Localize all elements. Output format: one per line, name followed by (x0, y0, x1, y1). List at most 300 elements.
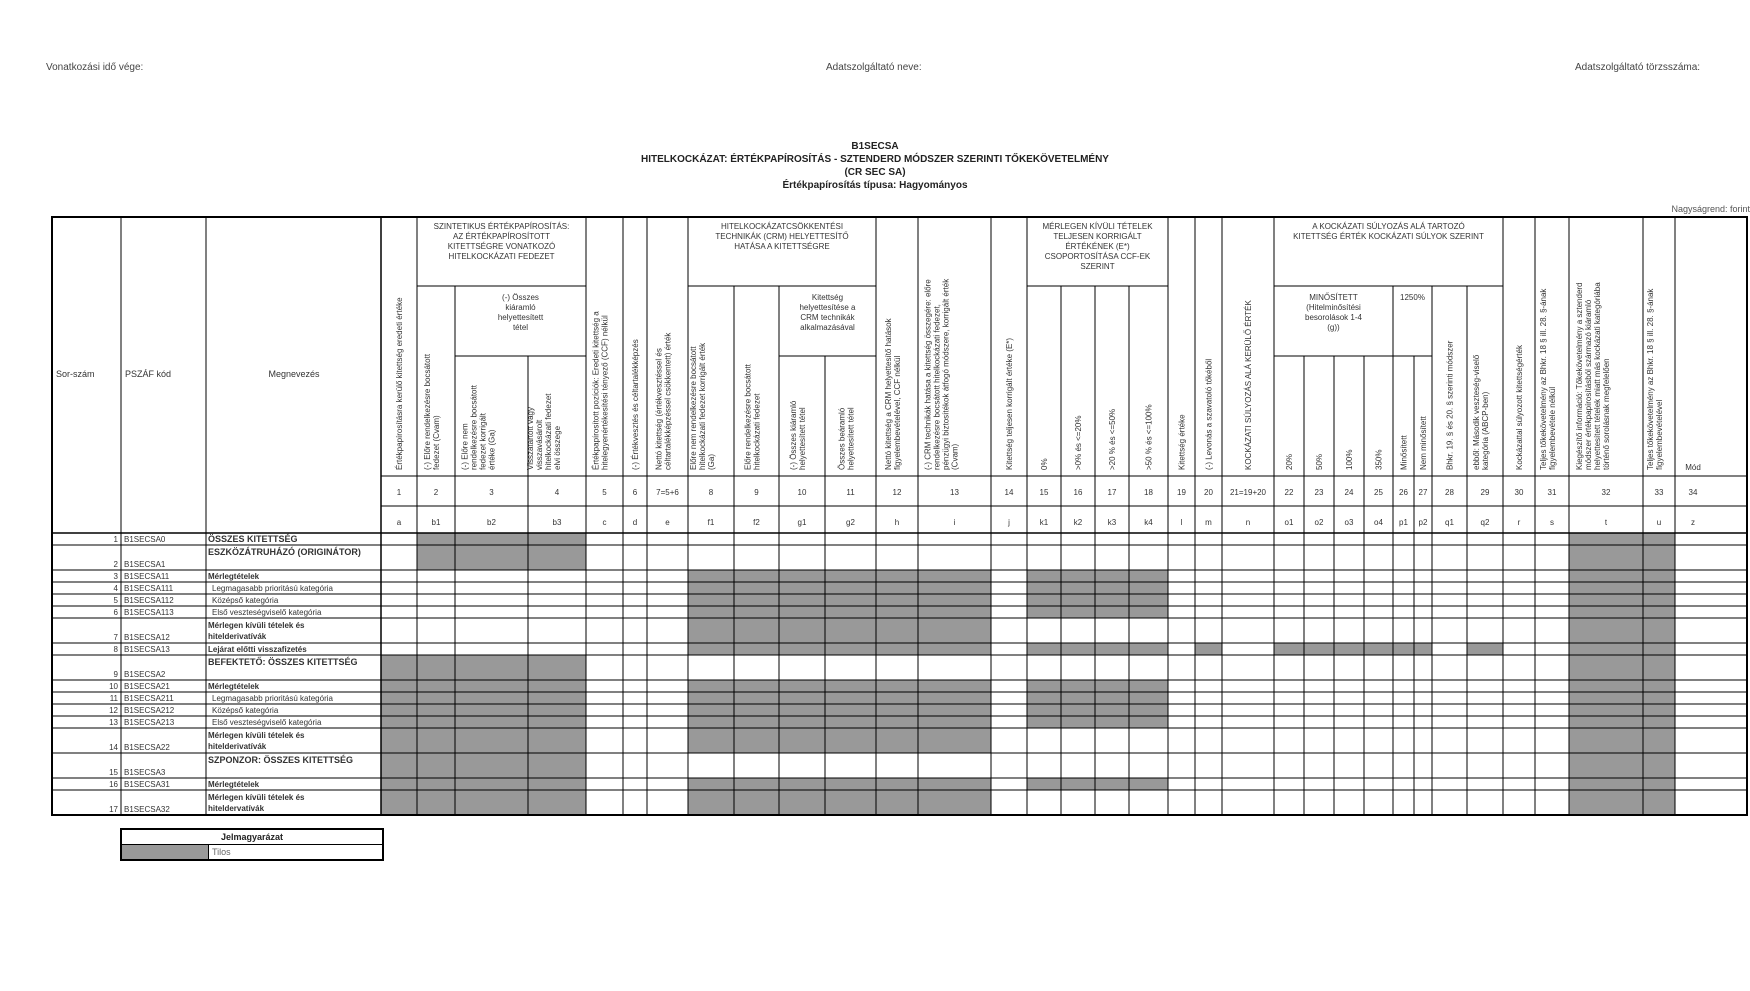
forbidden-cell (528, 716, 586, 728)
forbidden-cell (1027, 692, 1061, 704)
forbidden-cell (1095, 594, 1129, 606)
forbidden-cell (455, 753, 528, 778)
forbidden-cell (1643, 716, 1675, 728)
header-col-19: (-) Levonás a szavatoló tőkéből (1204, 358, 1214, 470)
col-letter: f1 (707, 518, 715, 527)
header-col-7: Előre nem rendelkezésre bocsátotthitelkockázati fedezet korrigált érték(Ga) (689, 342, 716, 470)
header-col-28: ebből: Második veszteség-viselőkategória (ABCP-ben) (1472, 354, 1490, 470)
period-end-label: Vonatkozási idő vége: (46, 62, 144, 73)
forbidden-cell (455, 545, 528, 570)
forbidden-cell (779, 570, 825, 582)
forbidden-cell (876, 790, 918, 815)
col-letter: q1 (1445, 518, 1454, 527)
header-col-13: Kitettség teljesen korrigált értéke (E*) (1005, 337, 1014, 470)
forbidden-cell (1304, 643, 1334, 655)
forbidden-cell (1643, 778, 1675, 790)
col-letter: r (1517, 518, 1521, 527)
header-pszaf-code: PSZÁF kód (125, 369, 172, 379)
row-code: B1SECSA11 (124, 572, 170, 581)
forbidden-cell (688, 692, 734, 704)
row-name: Mérlegen kívüli tételek és (208, 731, 305, 740)
forbidden-cell (455, 728, 528, 753)
forbidden-cell (381, 655, 417, 680)
forbidden-cell (455, 692, 528, 704)
report-code: B1SECSA (851, 141, 899, 152)
forbidden-cell (779, 716, 825, 728)
forbidden-cell (1364, 643, 1393, 655)
row-number: 10 (109, 682, 118, 691)
col-letter: u (1656, 518, 1662, 527)
row-number: 3 (113, 572, 118, 581)
forbidden-cell (825, 680, 876, 692)
row-code: B1SECSA3 (124, 768, 166, 777)
forbidden-cell (528, 778, 586, 790)
col-number: 1 (396, 488, 402, 497)
col-number: 11 (846, 488, 855, 497)
forbidden-cell (734, 594, 779, 606)
forbidden-cell (417, 655, 455, 680)
forbidden-cell (876, 570, 918, 582)
forbidden-cell (1569, 606, 1643, 618)
col-number: 4 (554, 488, 560, 497)
row-number: 17 (109, 805, 118, 814)
forbidden-cell (779, 728, 825, 753)
forbidden-cell (528, 692, 586, 704)
col-letter: b2 (487, 518, 496, 527)
row-number: 5 (113, 596, 118, 605)
forbidden-cell (825, 790, 876, 815)
forbidden-cell (1569, 618, 1643, 643)
forbidden-cell (1274, 643, 1304, 655)
row-code: B1SECSA113 (124, 608, 174, 617)
row-name: Lejárat előtti visszafizetés (208, 645, 307, 654)
row-number: 7 (113, 633, 118, 642)
forbidden-cell (918, 582, 991, 594)
forbidden-cell (417, 680, 455, 692)
forbidden-cell (1643, 753, 1675, 778)
col-number: 32 (1601, 488, 1611, 497)
forbidden-cell (381, 790, 417, 815)
header-col-29: Kockázattal súlyozott kitettségérték (1515, 345, 1524, 470)
col-number: 7=5+6 (656, 488, 679, 497)
header-col-1: (-) Előre rendelkezésre bocsátottfedezet (Cvam) (423, 353, 441, 470)
forbidden-cell (876, 778, 918, 790)
provider-name-label: Adatszolgáltató neve: (826, 62, 922, 73)
forbidden-cell (876, 582, 918, 594)
header-col-8: Előre rendelkezésre bocsátotthitelkockázati fedezet (743, 364, 762, 470)
col-number: 34 (1688, 488, 1698, 497)
forbidden-cell (825, 704, 876, 716)
forbidden-cell (1643, 790, 1675, 815)
forbidden-cell (1129, 704, 1168, 716)
col-number: 30 (1514, 488, 1524, 497)
row-name: Legmagasabb prioritású kategória (212, 694, 333, 703)
forbidden-cell (455, 655, 528, 680)
forbidden-cell (1027, 582, 1061, 594)
col-number: 25 (1374, 488, 1383, 497)
forbidden-cell (918, 790, 991, 815)
col-letter: s (1550, 518, 1554, 527)
col-number: 9 (754, 488, 759, 497)
forbidden-cell (381, 704, 417, 716)
header-subgroup-3: 1250% (1400, 293, 1425, 302)
row-code: B1SECSA21 (124, 682, 170, 691)
forbidden-cell (734, 728, 779, 753)
row-number: 8 (113, 645, 118, 654)
col-letter: o3 (1344, 518, 1354, 527)
row-name: ÖSSZES KITETTSÉG (208, 534, 298, 544)
row-code: B1SECSA212 (124, 706, 175, 715)
header-col-26: Nem minősített (1419, 416, 1428, 470)
col-number: 3 (489, 488, 494, 497)
forbidden-cell (1569, 643, 1643, 655)
col-number: 6 (632, 488, 638, 497)
header-col-10: Összes beáramlóhelyettesített tétel (837, 407, 856, 470)
col-number: 21=19+20 (1229, 488, 1267, 497)
header-col-14: 0% (1040, 458, 1049, 470)
forbidden-cell (1643, 704, 1675, 716)
forbidden-cell (825, 582, 876, 594)
forbidden-cell (825, 594, 876, 606)
forbidden-cell (1061, 680, 1095, 692)
forbidden-cell (1195, 643, 1222, 655)
forbidden-cell (1643, 582, 1675, 594)
row-code: B1SECSA1 (124, 560, 166, 569)
forbidden-cell (734, 692, 779, 704)
header-col-17: >50 % és <=100% (1144, 404, 1154, 470)
forbidden-cell (1061, 582, 1095, 594)
legend-swatch (122, 845, 209, 859)
row-name: hiteldervatívák (208, 804, 265, 813)
forbidden-cell (688, 716, 734, 728)
forbidden-cell (1643, 680, 1675, 692)
col-letter: k2 (1073, 518, 1083, 527)
forbidden-cell (825, 778, 876, 790)
forbidden-cell (688, 704, 734, 716)
col-number: 31 (1547, 488, 1557, 497)
forbidden-cell (1643, 692, 1675, 704)
forbidden-cell (918, 692, 991, 704)
forbidden-cell (455, 680, 528, 692)
forbidden-cell (688, 594, 734, 606)
col-letter: p1 (1399, 518, 1408, 527)
forbidden-cell (1095, 570, 1129, 582)
forbidden-cell (1569, 680, 1643, 692)
forbidden-cell (1129, 643, 1168, 655)
forbidden-cell (918, 594, 991, 606)
row-number: 16 (109, 780, 118, 789)
row-name: Első veszteségviselő kategória (212, 718, 322, 727)
forbidden-cell (1095, 606, 1129, 618)
header-col-0: Értékpapírosításra kerülő kitettség eredeti értéke (395, 297, 404, 470)
col-letter: g1 (797, 518, 807, 527)
forbidden-cell (528, 680, 586, 692)
row-name: Középső kategória (212, 706, 279, 715)
row-code: B1SECSA32 (124, 805, 170, 814)
header-subgroup-2: MINŐSÍTETT (Hitelminősítési besorolások 1-4 (g)) (1305, 293, 1362, 332)
forbidden-cell (1061, 692, 1095, 704)
forbidden-cell (1061, 643, 1095, 655)
col-number: 15 (1039, 488, 1049, 497)
forbidden-cell (918, 680, 991, 692)
forbidden-cell (918, 618, 991, 643)
forbidden-cell (688, 618, 734, 643)
forbidden-cell (1129, 570, 1168, 582)
forbidden-cell (688, 790, 734, 815)
row-name: Középső kategória (212, 596, 279, 605)
forbidden-cell (1643, 728, 1675, 753)
row-code: B1SECSA2 (124, 670, 166, 679)
col-letter: n (1245, 518, 1251, 527)
row-name: Legmagasabb prioritású kategória (212, 584, 333, 593)
forbidden-cell (1569, 778, 1643, 790)
forbidden-cell (528, 704, 586, 716)
forbidden-cell (779, 582, 825, 594)
forbidden-cell (876, 728, 918, 753)
col-number: 26 (1399, 488, 1408, 497)
col-letter: k3 (1107, 518, 1117, 527)
forbidden-cell (1569, 716, 1643, 728)
forbidden-cell (1027, 680, 1061, 692)
forbidden-cell (1061, 606, 1095, 618)
col-number: 29 (1480, 488, 1490, 497)
forbidden-cell (779, 594, 825, 606)
row-number: 13 (109, 718, 118, 727)
forbidden-cell (688, 606, 734, 618)
legend-row-forbidden (122, 845, 382, 859)
row-number: 15 (109, 768, 118, 777)
forbidden-cell (417, 533, 455, 545)
forbidden-cell (1129, 778, 1168, 790)
forbidden-cell (1129, 594, 1168, 606)
col-letter: q2 (1480, 518, 1490, 527)
row-number: 9 (113, 670, 118, 679)
col-letter: m (1205, 518, 1212, 527)
forbidden-cell (1027, 778, 1061, 790)
col-letter: z (1691, 518, 1695, 527)
forbidden-cell (1061, 594, 1095, 606)
col-number: 23 (1314, 488, 1324, 497)
forbidden-cell (381, 680, 417, 692)
row-number: 1 (113, 535, 118, 544)
forbidden-cell (455, 778, 528, 790)
col-number: 16 (1073, 488, 1083, 497)
forbidden-cell (1643, 618, 1675, 643)
forbidden-cell (1061, 716, 1095, 728)
header-col-4: Értékpapírosított pozíciók: Eredeti kitettség ahitelegyenértékesítési tényező (CCF) nélkül (591, 311, 610, 470)
forbidden-cell (876, 618, 918, 643)
forbidden-cell (1643, 570, 1675, 582)
forbidden-cell (1095, 680, 1129, 692)
col-letter: k1 (1039, 518, 1049, 527)
header-col-21: 20% (1285, 453, 1294, 470)
col-letter: p2 (1418, 518, 1428, 527)
forbidden-cell (688, 680, 734, 692)
forbidden-cell (876, 716, 918, 728)
forbidden-cell (825, 606, 876, 618)
forbidden-cell (688, 778, 734, 790)
forbidden-cell (688, 570, 734, 582)
forbidden-cell (688, 643, 734, 655)
header-col-32: Teljes tőkekövetelmény az Bhkr. 18 § ill. 28. §-ánakfigyelembevételével (1646, 288, 1664, 470)
col-letter: k4 (1144, 518, 1153, 527)
col-number: 18 (1144, 488, 1153, 497)
forbidden-cell (381, 778, 417, 790)
forbidden-cell (528, 728, 586, 753)
header-row-no: Sor-szám (56, 369, 95, 379)
forbidden-cell (876, 680, 918, 692)
forbidden-cell (779, 692, 825, 704)
forbidden-cell (381, 716, 417, 728)
forbidden-cell (1095, 643, 1129, 655)
col-number: 33 (1654, 488, 1664, 497)
forbidden-cell (734, 790, 779, 815)
header-col-5: (-) Értékvesztés és céltartalékképzés (631, 339, 640, 470)
col-number: 2 (433, 488, 439, 497)
header-col-24: 350% (1374, 449, 1384, 470)
row-name: hitelderivatívák (208, 742, 267, 751)
legend (120, 828, 384, 861)
row-name: Első veszteségviselő kategória (212, 608, 322, 617)
forbidden-cell (1095, 716, 1129, 728)
col-letter: i (953, 518, 956, 527)
forbidden-cell (1095, 692, 1129, 704)
col-letter: o4 (1374, 518, 1383, 527)
col-letter: f2 (753, 518, 760, 527)
row-name: Mérlegen kívüli tételek és (208, 793, 305, 802)
forbidden-cell (1569, 545, 1643, 570)
header-col-25: Minősített (1399, 435, 1409, 470)
row-number: 6 (113, 608, 118, 617)
forbidden-cell (779, 618, 825, 643)
row-code: B1SECSA12 (124, 633, 170, 642)
col-number: 13 (950, 488, 959, 497)
col-letter: l (1180, 518, 1183, 527)
forbidden-cell (455, 790, 528, 815)
forbidden-cell (1095, 582, 1129, 594)
col-number: 12 (892, 488, 902, 497)
header-subgroup-0: (-) Összes kiáramló helyettesített tétel (497, 293, 544, 332)
forbidden-cell (1061, 778, 1095, 790)
header-group-2: MÉRLEGEN KÍVÜLI TÉTELEK TELJESEN KORRIGÁLT ÉRTÉKÉNEK (E*) CSOPORTOSÍTÁSA CCF-EK SZERINT (1042, 222, 1153, 271)
forbidden-cell (876, 692, 918, 704)
col-letter: o2 (1314, 518, 1324, 527)
header-col-16: >20 % és <=50% (1108, 408, 1117, 470)
row-name: SZPONZOR: ÖSSZES KITETTSÉG (208, 755, 354, 765)
legend-title: Jelmagyarázat (122, 830, 382, 845)
forbidden-cell (1393, 643, 1414, 655)
forbidden-cell (528, 533, 586, 545)
col-letter: h (894, 518, 900, 527)
header-group-3: A KOCKÁZATI SÚLYOZÁS ALÁ TARTOZÓ KITETTSÉG ÉRTÉK KOCKÁZATI SÚLYOK SZERINT (1293, 222, 1484, 241)
forbidden-cell (381, 692, 417, 704)
forbidden-cell (1569, 570, 1643, 582)
securitisation-type: Értékpapírosítás típusa: Hagyományos (782, 180, 968, 191)
header-col-3: Visszatartott vagyvisszavásárolthitelkockázati fedezetelvi összege (526, 393, 562, 470)
row-code: B1SECSA31 (124, 780, 170, 789)
forbidden-cell (1643, 643, 1675, 655)
row-code: B1SECSA22 (124, 743, 170, 752)
report-title: HITELKOCKÁZAT: ÉRTÉKPAPÍROSÍTÁS - SZTENDERD MÓDSZER SZERINTI TŐKEKÖVETELMÉNY (641, 154, 1109, 165)
forbidden-cell (1027, 704, 1061, 716)
forbidden-cell (1643, 545, 1675, 570)
forbidden-cell (825, 716, 876, 728)
forbidden-cell (417, 753, 455, 778)
forbidden-cell (1569, 533, 1643, 545)
forbidden-cell (876, 643, 918, 655)
row-number: 14 (109, 743, 118, 752)
col-number: 8 (708, 488, 714, 497)
forbidden-cell (688, 582, 734, 594)
row-name: BEFEKTETŐ: ÖSSZES KITETTSÉG (208, 657, 358, 667)
forbidden-cell (779, 778, 825, 790)
forbidden-cell (918, 778, 991, 790)
forbidden-cell (779, 606, 825, 618)
forbidden-cell (528, 655, 586, 680)
forbidden-cell (1414, 643, 1432, 655)
row-name: Mérlegtételek (208, 780, 260, 789)
forbidden-cell (1569, 753, 1643, 778)
forbidden-cell (1467, 643, 1503, 655)
header-subgroup-1: Kitettség helyettesítése a CRM technikák alkalmazásával (799, 293, 856, 332)
forbidden-cell (1569, 790, 1643, 815)
forbidden-cell (1129, 716, 1168, 728)
col-letter: b1 (431, 518, 441, 527)
forbidden-cell (1643, 533, 1675, 545)
col-number: 27 (1418, 488, 1428, 497)
row-code: B1SECSA111 (124, 584, 174, 593)
forbidden-cell (417, 728, 455, 753)
forbidden-cell (918, 643, 991, 655)
forbidden-cell (779, 680, 825, 692)
legend-forbidden-label: Tilos (212, 847, 231, 857)
forbidden-cell (876, 594, 918, 606)
forbidden-cell (417, 692, 455, 704)
col-letter: t (1604, 518, 1608, 527)
forbidden-cell (528, 790, 586, 815)
forbidden-cell (734, 643, 779, 655)
forbidden-cell (1569, 655, 1643, 680)
forbidden-cell (1027, 643, 1061, 655)
forbidden-cell (1027, 594, 1061, 606)
forbidden-cell (876, 606, 918, 618)
forbidden-cell (1569, 704, 1643, 716)
forbidden-cell (1643, 606, 1675, 618)
forbidden-cell (918, 570, 991, 582)
forbidden-cell (381, 753, 417, 778)
forbidden-cell (528, 545, 586, 570)
forbidden-cell (455, 716, 528, 728)
forbidden-cell (779, 643, 825, 655)
col-letter: j (1008, 518, 1010, 527)
forbidden-cell (1129, 582, 1168, 594)
forbidden-cell (918, 728, 991, 753)
row-code: B1SECSA112 (124, 596, 174, 605)
forbidden-cell (417, 716, 455, 728)
forbidden-cell (779, 790, 825, 815)
row-code: B1SECSA211 (124, 694, 174, 703)
col-number: 17 (1107, 488, 1117, 497)
units-label: Nagyságrend: forint (1671, 204, 1750, 214)
col-letter: d (632, 518, 638, 527)
header-col-20: KOCKÁZATI SÚLYOZÁS ALÁ KERÜLŐ ÉRTÉK (1244, 300, 1253, 470)
forbidden-cell (825, 618, 876, 643)
forbidden-cell (734, 606, 779, 618)
col-letter: o1 (1284, 518, 1294, 527)
forbidden-cell (1027, 570, 1061, 582)
header-group-0: SZINTETIKUS ÉRTÉKPAPÍROSÍTÁS: AZ ÉRTÉKPAPÍROSÍTOTT KITETTSÉGRE VONATKOZÓ HITELKOCKÁZATI FEDEZET (433, 222, 570, 261)
forbidden-cell (688, 728, 734, 753)
